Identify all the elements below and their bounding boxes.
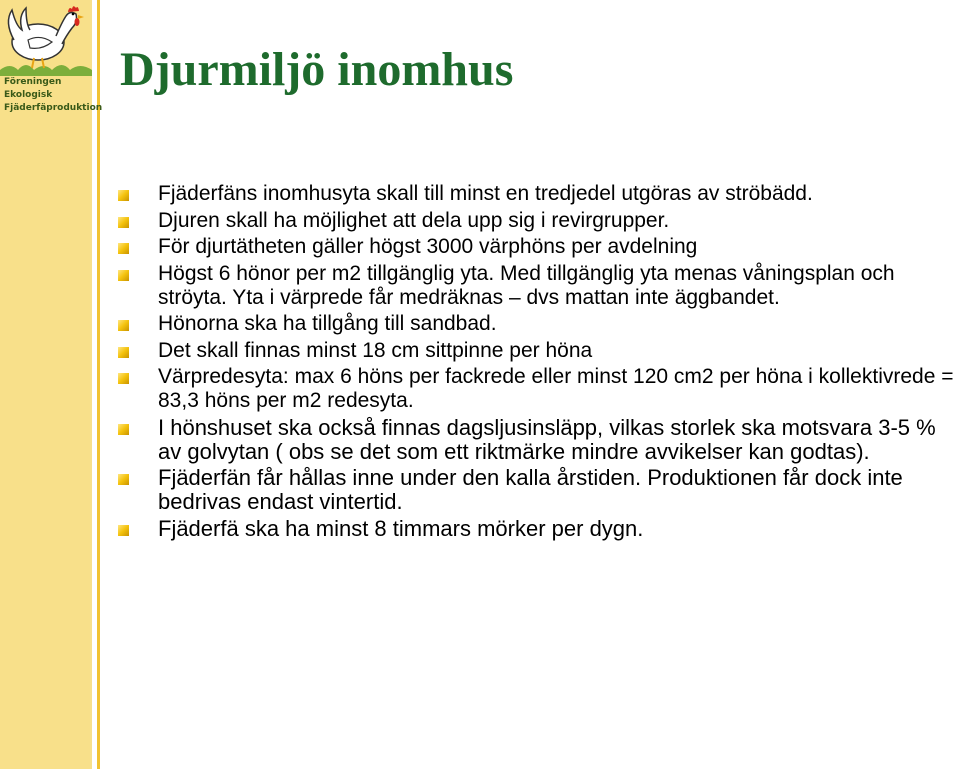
bullet-item — [118, 416, 954, 464]
logo-wordmark — [4, 76, 102, 115]
square-bullet-icon — [118, 424, 129, 435]
square-bullet-icon — [118, 525, 129, 536]
bullet-text: Fjäderfäns inomhusyta skall till minst en tredjedel utgöras av ströbädd. — [158, 182, 813, 205]
bullet-text: För djurtätheten gäller högst 3000 värphöns per avdelning — [158, 235, 698, 258]
square-bullet-icon — [118, 347, 129, 358]
bullet-item — [118, 517, 954, 541]
bullet-text: Hönorna ska ha tillgång till sandbad. — [158, 312, 497, 335]
bullet-text: Värpredesyta: max 6 höns per fackrede eller minst 120 cm2 per höna i kollektivrede = 83,3 höns per m2 redesyta. — [158, 365, 954, 412]
bullet-item — [118, 182, 954, 206]
bullet-text: I hönshuset ska också finnas dagsljusinsläpp, vilkas storlek ska motsvara 3-5 % av golvytan ( obs se det som ett riktmärke mindre avvikelser kan godtas). — [158, 414, 936, 464]
association-logo — [0, 0, 103, 118]
logo-line: Föreningen — [4, 77, 62, 87]
logo-line: Fjäderfäproduktion — [4, 103, 103, 113]
square-bullet-icon — [118, 320, 129, 331]
hen-icon — [0, 0, 92, 76]
bullet-text: Fjäderfä ska ha minst 8 timmars mörker per dygn. — [158, 515, 644, 541]
bullet-text: Det skall finnas minst 18 cm sittpinne per höna — [158, 338, 593, 362]
square-bullet-icon — [118, 373, 129, 384]
sidebar-divider — [97, 0, 100, 769]
logo-line: Ekologisk — [4, 90, 53, 100]
square-bullet-icon — [118, 190, 129, 201]
bullet-item — [118, 365, 954, 413]
bullet-item — [118, 262, 954, 310]
bullet-text: Djuren skall ha möjlighet att dela upp sig i revirgrupper. — [158, 208, 670, 232]
bullet-item — [118, 312, 954, 336]
bullet-list — [118, 182, 954, 543]
bullet-item — [118, 339, 954, 363]
bullet-text: Fjäderfän får hållas inne under den kalla årstiden. Produktionen får dock inte bedrivas endast vintertid. — [158, 465, 903, 514]
square-bullet-icon — [118, 243, 129, 254]
bullet-item — [118, 209, 954, 233]
bullet-item — [118, 235, 954, 259]
square-bullet-icon — [118, 270, 129, 281]
bullet-item — [118, 466, 954, 514]
slide-title: Djurmiljö inomhus — [120, 43, 514, 96]
square-bullet-icon — [118, 474, 129, 485]
bullet-text: Högst 6 hönor per m2 tillgänglig yta. Med tillgänglig yta menas våningsplan och ströyta. Yta i värprede får medräknas – dvs mattan inte äggbandet. — [158, 261, 895, 309]
square-bullet-icon — [118, 217, 129, 228]
